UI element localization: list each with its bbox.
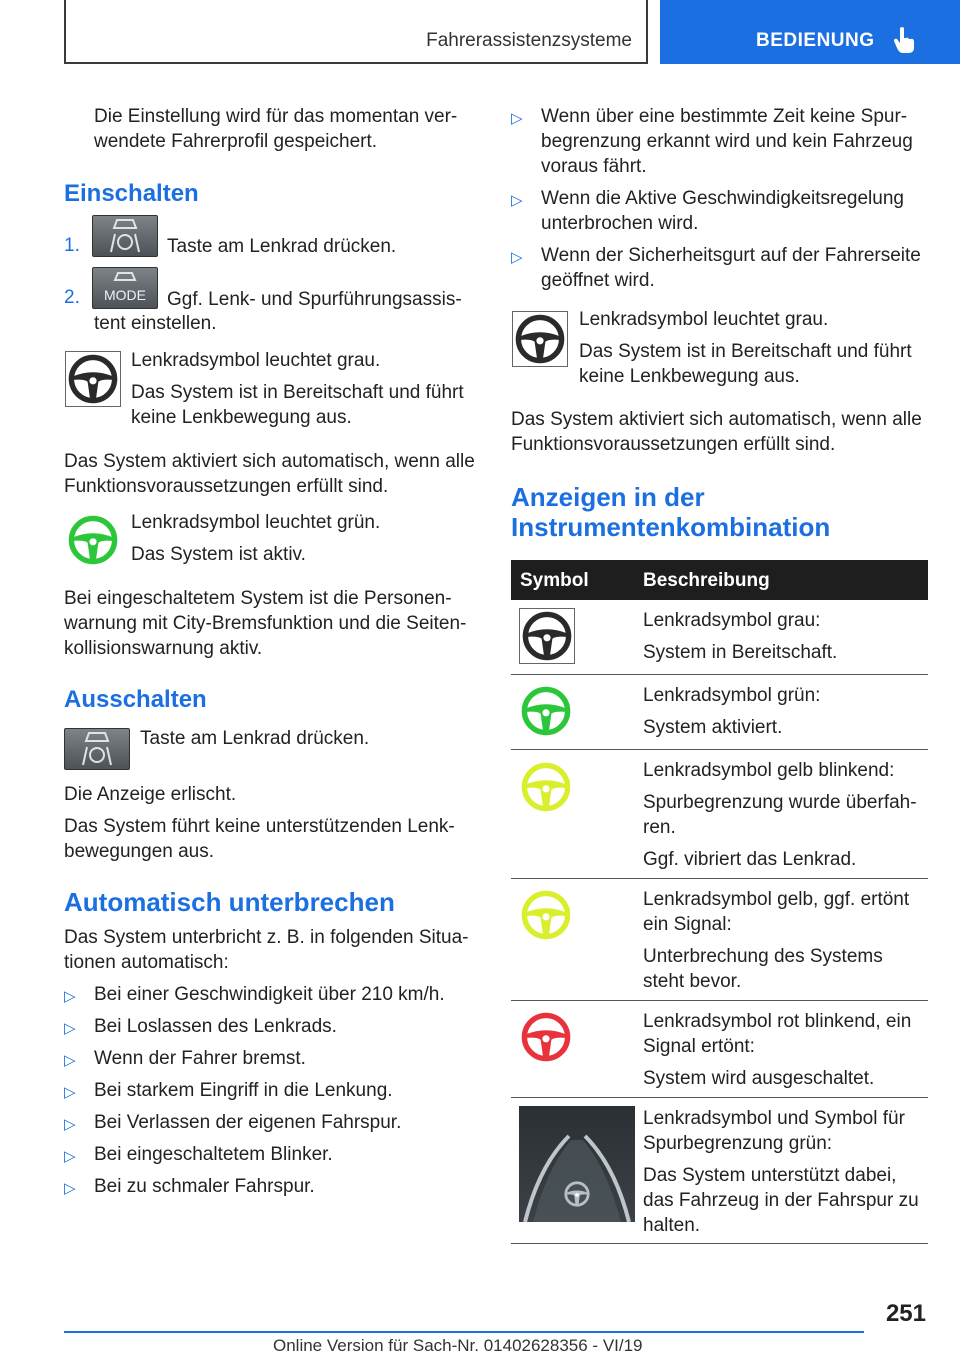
heading-automatisch-unterbrechen: Automatisch unterbrechen [64,887,395,917]
col-header-beschreibung: Beschreibung [643,570,770,591]
text-line: Das System ist aktiv. [131,544,306,565]
header-chapter-tab [660,0,960,64]
list-item: ▷ Bei starkem Eingriff in die Lenkung. [64,1080,393,1101]
text-line: warnung mit City-Bremsfunktion und die Seiten- [64,613,467,634]
step2-text-2: tent einstellen. [94,313,217,334]
heading-ausschalten: Ausschalten [64,686,207,713]
list-item: ▷ Wenn der Fahrer bremst. [64,1048,306,1069]
heading-line: Anzeigen in der [511,482,705,512]
steering-wheel-yellow-icon [519,888,573,942]
lane-steering-assist-icon [65,729,129,769]
header-section-title: Fahrerassistenzsysteme [426,30,632,51]
col-header-symbol: Symbol [520,570,589,591]
steering-wheel-grey-icon [513,312,567,366]
ausschalten-l1: Die Anzeige erlischt. [64,784,237,805]
text-line: Das System führt keine unterstützenden Lenk- [64,816,455,837]
steering-assist-button-image [92,215,158,257]
text-line: Das System unterbricht z. B. in folgenden Situa- [64,927,469,948]
grey-status-text [131,348,464,430]
grey-status-text [579,307,912,389]
table-row-symbol [519,684,573,738]
row-divider [511,1243,928,1244]
row-divider [511,674,928,675]
list-item: ▷ Bei Loslassen des Lenkrads. [64,1016,337,1037]
step-number: 1. [64,235,80,256]
row-divider [511,1097,928,1098]
auto-intro [64,925,468,975]
mode-button-image [92,267,158,309]
heading-line: Instrumentenkombination [511,512,831,542]
footer-rule [64,1331,864,1333]
step2-text-1: Ggf. Lenk- und Spurführungsassis- [167,289,462,310]
car-icon [93,270,157,288]
text-line: Lenkradsymbol leuchtet grün. [131,512,381,533]
table-row-description: Lenkradsymbol rot blinkend, ein Signal ertönt: System wird ausgeschaltet. [643,1011,912,1089]
text-line: tionen automatisch: [64,952,229,973]
lane-display-image [519,1106,635,1222]
steering-wheel-green-icon [66,513,120,567]
intro-line: wendete Fahrerprofil gespeichert. [94,131,378,152]
row-divider [511,1000,928,1001]
text-line: Das System aktiviert sich automatisch, wenn alle [64,451,475,472]
system-on-paragraph [64,586,466,661]
text-line: keine Lenkbewegung aus. [131,407,352,428]
ausschalten-text: Taste am Lenkrad drücken. [140,728,370,749]
table-row-description: Lenkradsymbol und Symbol für Spurbegrenzung grün: Das System unterstützt dabei, das Fahrzeug in der Fahrspur zu halten. [643,1108,919,1236]
steering-wheel-grey-icon [520,609,574,663]
steering-assist-button-image [64,728,130,770]
table-row-symbol [519,608,575,664]
text-line: bewegungen aus. [64,841,215,862]
grey-wheel-box [65,351,121,407]
list-item: ▷ Wenn die Aktive Geschwindigkeitsregelung unterbrochen wird. [511,188,904,234]
list-item: ▷ Bei Verlassen der eigenen Fahrspur. [64,1112,402,1133]
header-chapter-title: BEDIENUNG [756,30,875,51]
green-status-text [131,510,380,567]
header-section-tab [64,0,648,64]
intro-paragraph [94,104,457,154]
auto-activation-text [511,407,922,457]
table-row-symbol [519,888,573,942]
page-number: 251 [885,1300,926,1327]
table-row-description: Lenkradsymbol grün: System aktiviert. [643,685,821,738]
list-item: ▷ Bei eingeschaltetem Blinker. [64,1144,333,1165]
table-header [511,560,928,600]
row-divider [511,749,928,750]
steering-wheel-red-icon [519,1010,573,1064]
heading-einschalten: Einschalten [64,180,199,207]
intro-line: Die Einstellung wird für das momentan ver- [94,106,458,127]
table-row-symbol [519,1010,573,1064]
steering-wheel-yellow-icon [519,760,573,814]
steering-wheel-grey-icon [66,352,120,406]
steering-wheel-green-icon [519,684,573,738]
table-row-description: Lenkradsymbol gelb blinkend: Spurbegrenzung wurde überfah- ren. Ggf. vibriert das Lenkrad. [643,760,917,870]
lane-assist-display-icon [519,1106,635,1222]
mode-label: MODE [104,287,146,303]
heading-anzeigen [511,482,830,542]
table-row-description: Lenkradsymbol grau: System in Bereitschaft. [643,610,838,663]
table-row-symbol [519,760,573,814]
green-wheel-box [66,513,120,567]
text-line: kollisionswarnung aktiv. [64,638,263,659]
grey-wheel-box [512,311,568,367]
lane-steering-assist-icon [93,216,157,256]
text-line: Das System ist in Bereitschaft und führt [131,382,464,403]
hand-pointer-icon [893,26,917,54]
list-item: ▷ Bei einer Geschwindigkeit über 210 km/h. [64,984,445,1005]
text-line: Funktionsvoraussetzungen erfüllt sind. [511,434,836,455]
text-line: keine Lenkbewegung aus. [579,366,800,387]
text-line: Lenkradsymbol leuchtet grau. [579,309,829,330]
text-line: Bei eingeschaltetem System ist die Personen- [64,588,452,609]
auto-bullet-list [64,982,484,1206]
table-row-description: Lenkradsymbol gelb, ggf. ertönt ein Signal: Unterbrechung des Systems steht bevor. [643,889,910,992]
ausschalten-paragraph [64,814,455,864]
list-item: ▷ Bei zu schmaler Fahrspur. [64,1176,315,1197]
text-line: Das System aktiviert sich automatisch, wenn alle [511,409,922,430]
text-line: Das System ist in Bereitschaft und führt [579,341,912,362]
list-item: ▷ Wenn der Sicherheitsgurt auf der Fahrerseite geöffnet wird. [511,245,921,291]
text-line: Funktionsvoraussetzungen erfüllt sind. [64,476,389,497]
step1-text: Taste am Lenkrad drücken. [167,236,397,257]
row-divider [511,878,928,879]
auto-activation-text [64,449,475,499]
step-number: 2. [64,287,80,308]
footer-text: Online Version für Sach-Nr. 01402628356 - VI/19 [273,1336,643,1355]
right-bullet-list [511,104,931,300]
list-item: ▷ Wenn über eine bestimmte Zeit keine Spur- begrenzung erkannt wird und kein Fahrzeug voraus fährt. [511,106,913,177]
text-line: Lenkradsymbol leuchtet grau. [131,350,381,371]
